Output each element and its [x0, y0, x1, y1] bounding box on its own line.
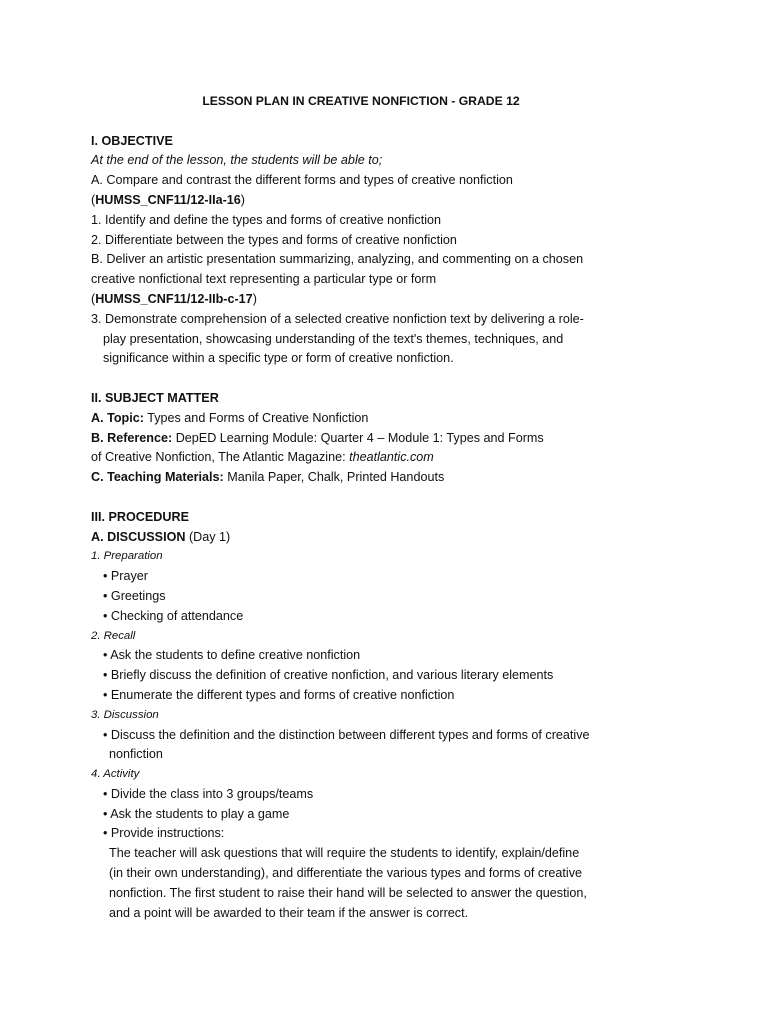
objective-item-2: 2. Differentiate between the types and forms of creative nonfiction [91, 232, 457, 247]
list-item: • Divide the class into 3 groups/teams [103, 786, 314, 801]
discussion-day: (Day 1) [185, 529, 231, 544]
objective-b-code: HUMSS_CNF11/12-IIb-c-17 [95, 291, 253, 306]
preparation-heading: 1. Preparation [91, 550, 163, 563]
instruction-line: and a point will be awarded to their team if the answer is correct. [109, 905, 469, 920]
materials-value: Manila Paper, Chalk, Printed Handouts [223, 470, 445, 485]
topic-value: Types and Forms of Creative Nonfiction [143, 410, 369, 425]
discussion-label: A. DISCUSSION [91, 529, 186, 544]
subject-reference-line-2 [91, 448, 691, 468]
objective-item-3-line-3: significance within a specific type or form of creative nonfiction. [103, 351, 454, 366]
objective-a-code-line: (HUMSS_CNF11/12-IIa-16) [91, 192, 245, 207]
list-item: • Ask the students to play a game [103, 806, 290, 821]
reference-label: B. Reference: [91, 430, 173, 445]
document-title: LESSON PLAN IN CREATIVE NONFICTION - GRADE 12 [202, 94, 520, 108]
reference-line-2: of Creative Nonfiction, The Atlantic Magazine: [91, 450, 350, 465]
subject-materials [91, 468, 691, 488]
objective-item-3-line-2: play presentation, showcasing understanding of the text's themes, techniques, and [103, 331, 564, 346]
lesson-plan-body [91, 92, 691, 923]
list-item: • Ask the students to define creative nonfiction [103, 648, 361, 663]
list-item: • Checking of attendance [103, 608, 244, 623]
discussion-heading-line [91, 528, 691, 548]
discussion-subheading: 3. Discussion [91, 708, 159, 721]
subject-heading: II. SUBJECT MATTER [91, 390, 219, 405]
topic-label: A. Topic: [91, 410, 144, 425]
objective-a-code: HUMSS_CNF11/12-IIa-16 [95, 192, 241, 207]
materials-label: C. Teaching Materials: [91, 470, 224, 485]
objective-heading: I. OBJECTIVE [91, 133, 173, 148]
subject-topic [91, 409, 691, 429]
instruction-line: (in their own understanding), and differentiate the various types and forms of creative [109, 866, 582, 881]
list-item: • Discuss the definition and the distinction between different types and forms of creative [103, 727, 590, 742]
spacer [91, 488, 691, 508]
spacer [91, 112, 691, 132]
objective-b-line-2: creative nonfictional text representing a particular type or form [91, 272, 437, 287]
list-item-continuation: nonfiction [109, 747, 163, 762]
procedure-heading: III. PROCEDURE [91, 509, 189, 524]
recall-heading: 2. Recall [91, 629, 136, 642]
objective-item-1: 1. Identify and define the types and forms of creative nonfiction [91, 212, 442, 227]
objective-b-line-1: B. Deliver an artistic presentation summarizing, analyzing, and commenting on a chosen [91, 252, 584, 267]
objective-a: A. Compare and contrast the different forms and types of creative nonfiction [91, 173, 513, 188]
instruction-line: The teacher will ask questions that will require the students to identify, explain/define [109, 846, 580, 861]
instruction-line: nonfiction. The first student to raise their hand will be selected to answer the question, [109, 885, 587, 900]
list-item: • Provide instructions: [103, 826, 225, 841]
activity-heading: 4. Activity [91, 768, 140, 781]
reference-value: DepED Learning Module: Quarter 4 – Module 1: Types and Forms [172, 430, 544, 445]
objective-b-code-line: (HUMSS_CNF11/12-IIb-c-17) [91, 291, 257, 306]
objective-item-3-line-1: 3. Demonstrate comprehension of a selected creative nonfiction text by delivering a role- [91, 311, 584, 326]
list-item: • Greetings [103, 588, 166, 603]
objective-intro: At the end of the lesson, the students will be able to; [91, 153, 383, 168]
reference-site: theatlantic.com [349, 450, 434, 465]
spacer [91, 369, 691, 389]
list-item: • Briefly discuss the definition of creative nonfiction, and various literary elements [103, 668, 554, 683]
list-item: • Prayer [103, 569, 149, 584]
list-item: • Enumerate the different types and forms of creative nonfiction [103, 687, 455, 702]
subject-reference [91, 429, 691, 449]
